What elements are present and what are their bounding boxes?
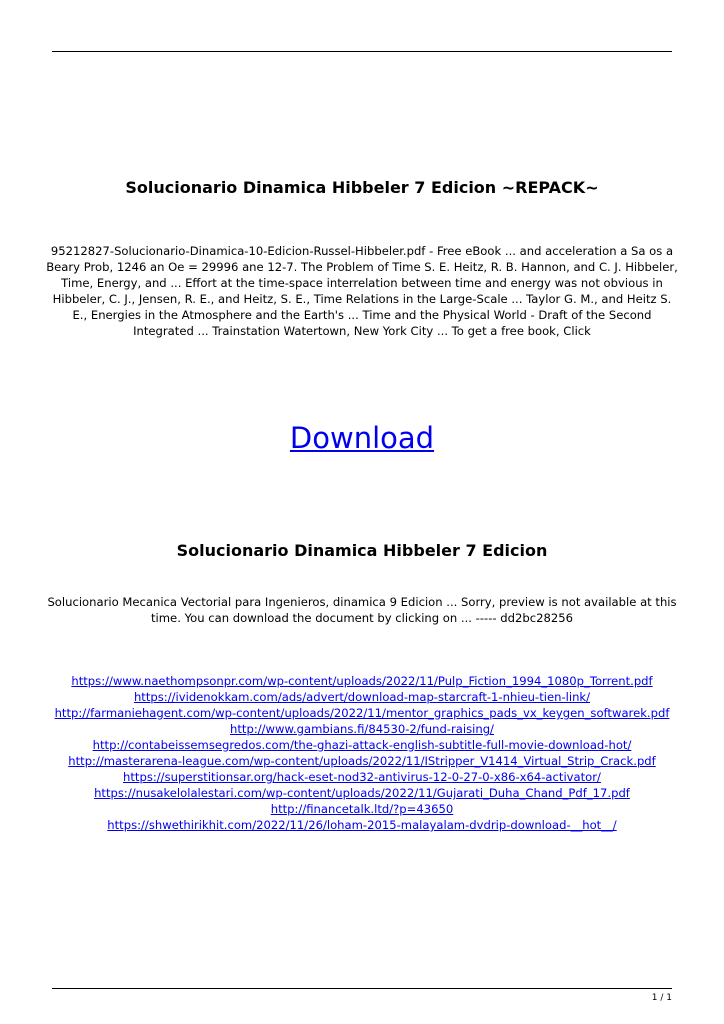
list-item (40, 769, 684, 785)
page-number: 1 / 1 (651, 993, 672, 1003)
related-links-list (40, 673, 684, 833)
related-link[interactable]: https://shwethirikhit.com/2022/11/26/loham-2015-malayalam-dvdrip-download-__hot__/ (107, 818, 617, 832)
related-link[interactable]: http://contabeissemsegredos.com/the-ghazi-attack-english-subtitle-full-movie-download-hot/ (92, 738, 632, 752)
related-link[interactable]: http://farmaniehagent.com/wp-content/uploads/2022/11/mentor_graphics_pads_vx_keygen_softwarek.pdf (54, 706, 670, 720)
related-link[interactable]: https://www.naethompsonpr.com/wp-content/uploads/2022/11/Pulp_Fiction_1994_1080p_Torrent.pdf (71, 674, 653, 688)
related-link[interactable]: http://masterarena-league.com/wp-content/uploads/2022/11/IStripper_V1414_Virtual_Strip_Crack.pdf (68, 754, 656, 768)
list-item (40, 801, 684, 817)
list-item (40, 737, 684, 753)
related-link[interactable]: https://nusakelolalestari.com/wp-content/uploads/2022/11/Gujarati_Duha_Chand_Pdf_17.pdf (94, 786, 630, 800)
list-item (40, 689, 684, 705)
related-link[interactable]: http://www.gambians.fi/84530-2/fund-raising/ (230, 722, 494, 736)
list-item (40, 721, 684, 737)
section-subtitle: Solucionario Dinamica Hibbeler 7 Edicion (176, 541, 548, 560)
description-paragraph: Solucionario Mecanica Vectorial para Ingenieros, dinamica 9 Edicion ... Sorry, preview is not available at this time. You can download the document by clicking on ... ----- dd2bc28256 (47, 595, 677, 625)
download-link[interactable]: Download (289, 421, 435, 455)
related-link[interactable]: https://ividenokkam.com/ads/advert/download-map-starcraft-1-nhieu-tien-link/ (133, 690, 591, 704)
related-link[interactable]: https://superstitionsar.org/hack-eset-nod32-antivirus-12-0-27-0-x86-x64-activator/ (123, 770, 601, 784)
intro-paragraph: 95212827-Solucionario-Dinamica-10-Edicion-Russel-Hibbeler.pdf - Free eBook ... and acceleration a Sa os a Beary Prob, 1246 an Oe = 29996 ane 12-7. The Problem of Time S. E. Heitz, R. B. Hannon, and C. J. Hibbeler, Time, Energy, and ... Effort at the time-space interrelation between time and energy was not obvious in Hibbeler, C. J., Jensen, R. E., and Heitz, S. E., Time Relations in the Large-Scale ... Taylor G. M., and Heitz S. E., Energies in the Atmosphere and the Earth's ... Time and the Physical World - Draft of the Second Integrated ... Trainstation Watertown, New York City ... To get a free book, Click (46, 244, 678, 338)
page-title: Solucionario Dinamica Hibbeler 7 Edicion ~REPACK~ (125, 178, 599, 197)
list-item (40, 785, 684, 801)
list-item (40, 673, 684, 689)
header-rule (52, 51, 672, 52)
list-item (40, 817, 684, 833)
list-item (40, 705, 684, 721)
related-link[interactable]: http://financetalk.ltd/?p=43650 (270, 802, 454, 816)
list-item (40, 753, 684, 769)
footer-rule (52, 988, 672, 989)
